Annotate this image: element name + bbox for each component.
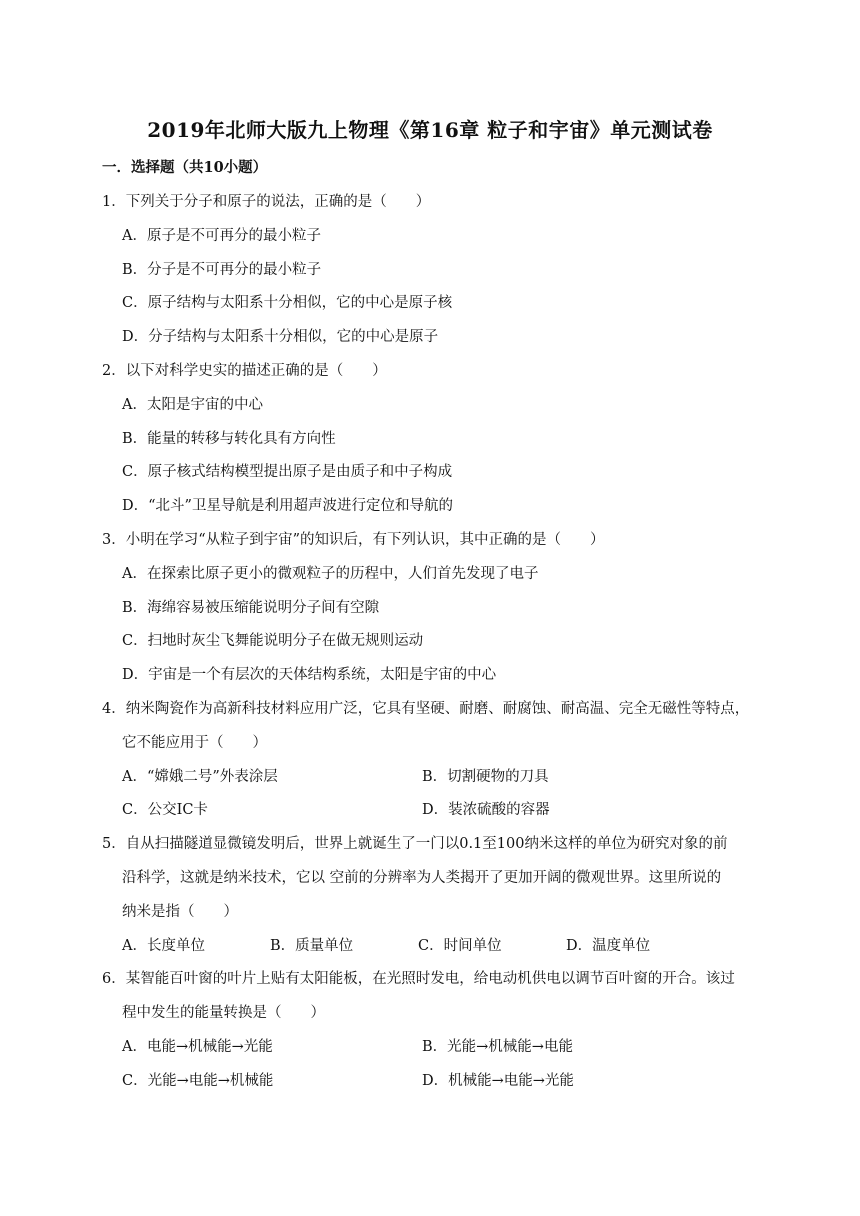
option-c: C．时间单位 bbox=[418, 937, 502, 954]
question-4 bbox=[102, 693, 762, 828]
option-d: D．“北斗”卫星导航是利用超声波进行定位和导航的 bbox=[122, 498, 453, 515]
section-heading: 一．选择题（共10小题） bbox=[102, 159, 268, 176]
option-row bbox=[102, 761, 762, 795]
option-a: A．长度单位 bbox=[122, 937, 205, 954]
question-stem: 1．下列关于分子和原子的说法，正确的是（ ） bbox=[102, 194, 431, 210]
question-1 bbox=[102, 186, 762, 355]
option-d: D．机械能→电能→光能 bbox=[422, 1072, 574, 1089]
option-a: A．原子是不可再分的最小粒子 bbox=[122, 227, 321, 244]
question-stem-continued: 它不能应用于（ ） bbox=[122, 734, 267, 751]
question-stem-continued: 程中发生的能量转换是（ ） bbox=[122, 1005, 325, 1022]
option-b: B．能量的转移与转化具有方向性 bbox=[122, 430, 336, 447]
option-b: B．分子是不可再分的最小粒子 bbox=[122, 261, 322, 278]
question-6 bbox=[102, 963, 762, 1098]
question-stem-continued: 纳米是指（ ） bbox=[122, 903, 238, 920]
question-stem: 2．以下对科学史实的描述正确的是（ ） bbox=[102, 362, 387, 379]
option-row bbox=[102, 1031, 762, 1065]
option-row bbox=[102, 794, 762, 828]
question-stem: 5．自从扫描隧道显微镜发明后，世界上就诞生了一门以0.1至100纳米这样的单位为研究对象的前 bbox=[102, 836, 728, 853]
option-a: A．太阳是宇宙的中心 bbox=[122, 396, 263, 413]
question-2 bbox=[102, 355, 762, 524]
question-stem: 4．纳米陶瓷作为高新科技材料应用广泛，它具有坚硬、耐磨、耐腐蚀、耐高温、完全无磁性等特点， bbox=[102, 700, 750, 717]
question-stem: 3．小明在学习“从粒子到宇宙”的知识后，有下列认识，其中正确的是（ ） bbox=[102, 531, 605, 548]
option-c: C．原子结构与太阳系十分相似，它的中心是原子核 bbox=[122, 295, 453, 312]
option-a: A．在探索比原子更小的微观粒子的历程中，人们首先发现了电子 bbox=[122, 565, 539, 582]
option-d: D．温度单位 bbox=[566, 937, 651, 954]
option-b: B．光能→机械能→电能 bbox=[422, 1038, 573, 1055]
question-list bbox=[102, 186, 762, 1099]
option-b: B．质量单位 bbox=[270, 937, 354, 954]
option-d: D．装浓硫酸的容器 bbox=[422, 802, 550, 819]
option-row bbox=[102, 1065, 762, 1099]
option-c: C．公交IC卡 bbox=[122, 802, 208, 819]
option-c: C．原子核式结构模型提出原子是由质子和中子构成 bbox=[122, 464, 453, 481]
question-stem-continued: 沿科学，这就是纳米技术，它以 空前的分辨率为人类揭开了更加开阔的微观世界。这里所说的 bbox=[122, 869, 722, 886]
option-b: B．海绵容易被压缩能说明分子间有空隙 bbox=[122, 599, 380, 616]
document-title: 2019年北师大版九上物理《第16章 粒子和宇宙》单元测试卷 bbox=[147, 118, 713, 142]
option-row bbox=[102, 930, 762, 964]
option-a: A．电能→机械能→光能 bbox=[122, 1038, 273, 1055]
option-d: D．宇宙是一个有层次的天体结构系统，太阳是宇宙的中心 bbox=[122, 667, 497, 684]
option-c: C．扫地时灰尘飞舞能说明分子在做无规则运动 bbox=[122, 633, 424, 650]
option-d: D．分子结构与太阳系十分相似，它的中心是原子 bbox=[122, 329, 439, 346]
option-c: C．光能→电能→机械能 bbox=[122, 1072, 274, 1089]
question-stem: 6．某智能百叶窗的叶片上贴有太阳能板，在光照时发电，给电动机供电以调节百叶窗的开合。该过 bbox=[102, 971, 735, 988]
option-b: B．切割硬物的刀具 bbox=[422, 768, 549, 785]
question-3 bbox=[102, 524, 762, 693]
question-5 bbox=[102, 828, 762, 963]
option-a: A．“嫦娥二号”外表涂层 bbox=[122, 768, 278, 785]
